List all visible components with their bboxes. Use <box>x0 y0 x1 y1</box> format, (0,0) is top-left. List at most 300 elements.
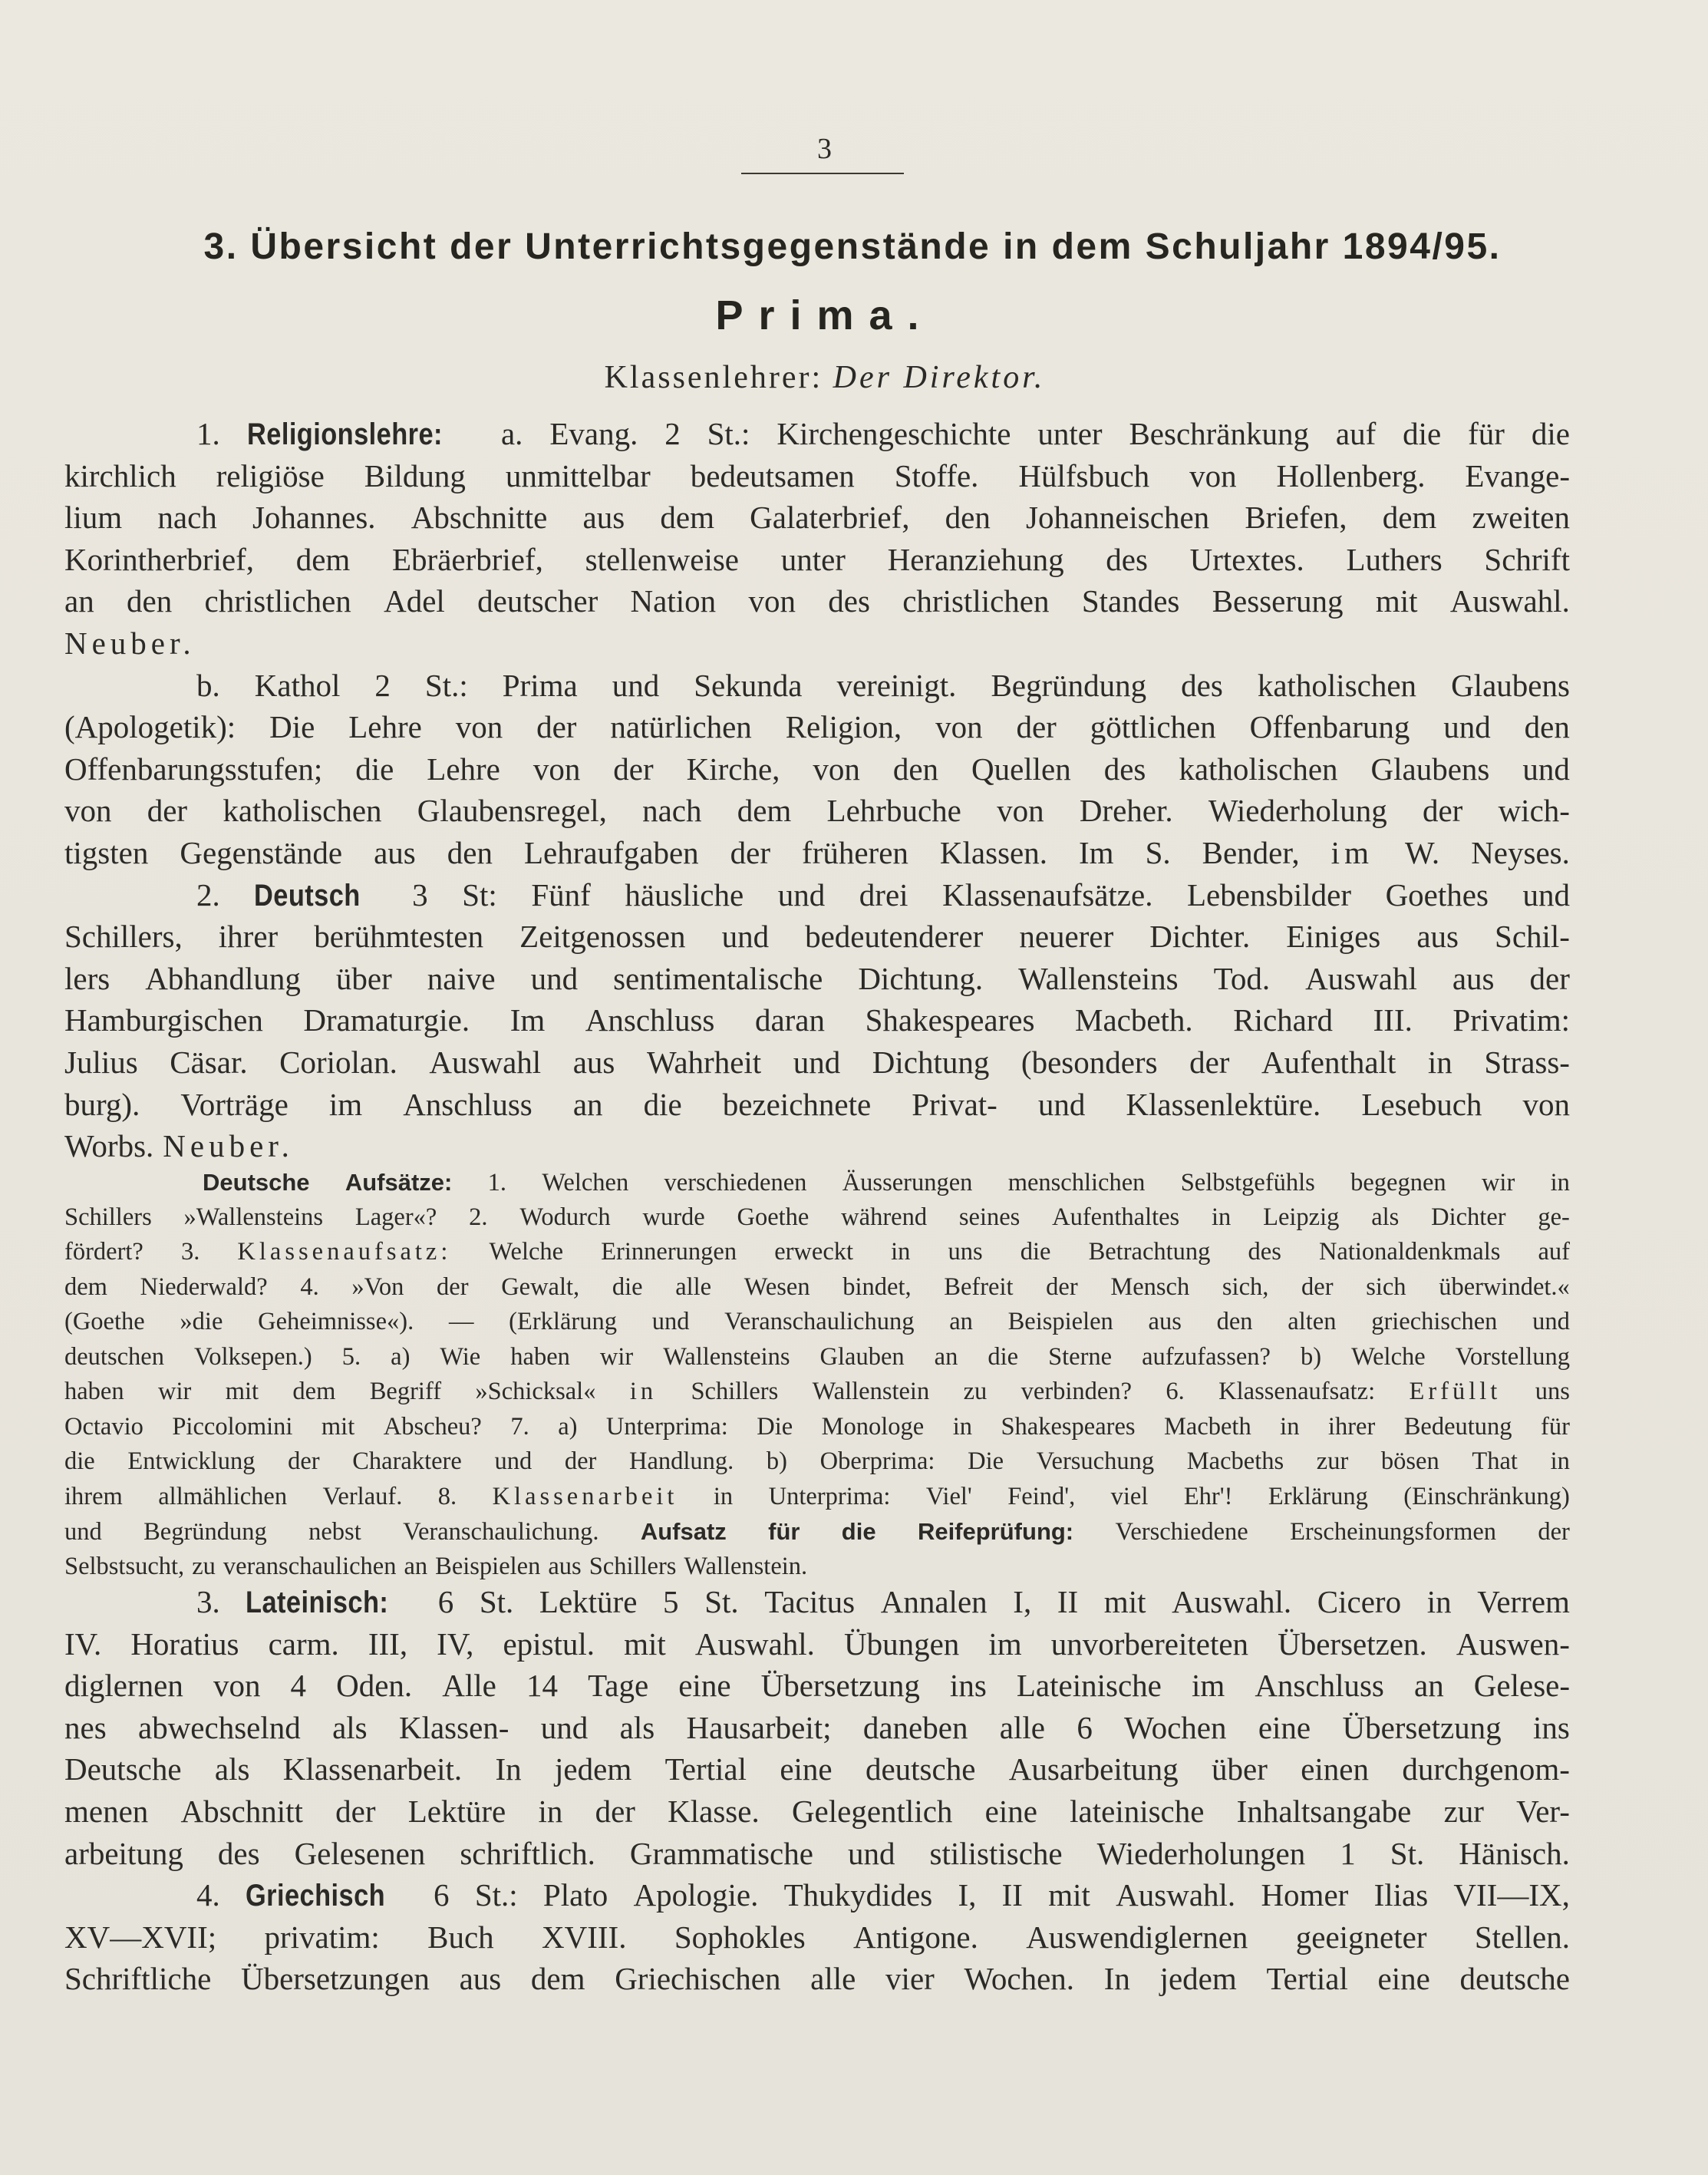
word: wir <box>157 1378 192 1405</box>
word: Lehre <box>427 751 500 787</box>
word: a) <box>391 1342 411 1371</box>
word: Auswahl <box>1305 960 1417 996</box>
word: nach <box>157 500 217 536</box>
word: a) <box>558 1412 578 1441</box>
text-line <box>64 1270 1570 1305</box>
word: der <box>1538 1518 1570 1546</box>
word: Übungen <box>844 1625 960 1662</box>
word: zu <box>963 1378 988 1405</box>
word: lium <box>64 500 123 536</box>
word: Religion, <box>785 709 902 745</box>
word: Inhaltsangabe <box>1236 1793 1412 1829</box>
word: Im <box>509 1002 546 1038</box>
word: in <box>952 1412 972 1441</box>
word: Auswahl. <box>1172 1584 1292 1619</box>
word: bindet, <box>842 1272 912 1301</box>
word: der <box>613 751 654 787</box>
text-line <box>64 1125 1570 1167</box>
word: Klassen- <box>398 1709 509 1745</box>
word: nes <box>64 1709 107 1745</box>
word: daran <box>754 1002 825 1038</box>
word: IV, <box>437 1625 474 1662</box>
word: Sophokles <box>674 1919 806 1955</box>
word: Ilias <box>1373 1877 1429 1913</box>
word: Wiederholung <box>1208 793 1387 829</box>
word: eine <box>780 1751 833 1787</box>
word: der <box>564 1447 597 1475</box>
word: Standes <box>1081 583 1180 619</box>
word: That <box>1472 1447 1518 1475</box>
word: eine <box>984 1793 1037 1829</box>
word: unvorbereiteten <box>1050 1625 1249 1662</box>
word: Übersetzungen <box>240 1961 430 1997</box>
word: zu <box>192 1552 216 1580</box>
word: Privatim: <box>1452 1002 1570 1038</box>
word: XVIII. <box>542 1919 627 1955</box>
word: Begriff <box>369 1378 442 1405</box>
word: Glauben <box>819 1342 905 1371</box>
word: aus <box>1416 919 1459 955</box>
word: tigsten <box>64 834 149 870</box>
word: b) <box>766 1447 787 1475</box>
word: Alle <box>442 1668 496 1704</box>
word: die <box>1531 416 1570 451</box>
word: und <box>1532 1308 1570 1335</box>
word: Anschluss <box>403 1086 533 1122</box>
word: Hausarbeit; <box>686 1709 832 1745</box>
word: im <box>1191 1668 1225 1704</box>
word: als <box>1371 1203 1400 1231</box>
word: für <box>768 1518 800 1545</box>
word: Shakespeares <box>1001 1412 1136 1441</box>
word: während <box>841 1203 928 1231</box>
word: Thukydides <box>783 1877 933 1913</box>
word: die <box>643 1086 682 1122</box>
word: dem <box>292 1378 336 1405</box>
word: der <box>437 1272 469 1301</box>
word: Erinnerungen <box>601 1238 737 1266</box>
word: Neuber. <box>64 625 196 661</box>
word: Klassenaufsätze. <box>942 876 1153 913</box>
word: Schillers <box>64 1203 152 1231</box>
text-line <box>64 790 1570 832</box>
word: »Wallensteins <box>183 1203 324 1231</box>
word: Die <box>269 709 315 745</box>
word: katholischen <box>223 793 382 829</box>
word: (Erklärung <box>509 1308 617 1335</box>
word: der <box>1529 960 1570 996</box>
word: dem <box>1382 500 1437 536</box>
word: Veranschaulichung. <box>403 1518 599 1546</box>
word: Plato <box>542 1877 608 1913</box>
section-title: 3. Übersicht der Unterrichtsgegenstände in dem Schuljahr 1894/95. <box>203 226 1502 267</box>
word: Veranschaulichung <box>724 1308 915 1335</box>
word: sentimentalische <box>613 960 823 996</box>
word: von <box>997 793 1044 829</box>
class-teacher-name: Der Direktor. <box>833 360 1046 395</box>
word: Klassenlektüre. <box>1126 1086 1321 1122</box>
text-line <box>64 1916 1570 1959</box>
word: im <box>1330 834 1373 870</box>
word: aus <box>548 1552 582 1580</box>
word: geeigneter <box>1295 1919 1427 1955</box>
word: Glaubens <box>1370 751 1490 787</box>
word: die <box>1403 416 1442 451</box>
word: den <box>447 834 493 870</box>
header-rule <box>741 173 904 174</box>
word: naive <box>427 960 496 996</box>
word: Gelegentlich <box>791 1793 953 1829</box>
word: Evang. <box>549 416 638 451</box>
word: Wallenstein. <box>684 1552 808 1580</box>
text-line <box>64 1790 1570 1833</box>
word: bezeichnete <box>722 1086 872 1122</box>
word: Privat- <box>912 1086 997 1122</box>
word: dem <box>295 541 351 577</box>
word: Abscheu? <box>383 1412 482 1441</box>
word: diglernen <box>64 1668 183 1704</box>
word: Im <box>1079 834 1114 870</box>
word: göttlichen <box>1090 709 1216 745</box>
word: Wie <box>440 1342 481 1371</box>
text-line <box>64 1305 1570 1340</box>
word: von <box>813 751 860 787</box>
word: des <box>828 583 870 619</box>
word: zur <box>1316 1447 1349 1475</box>
word: alten <box>1288 1308 1337 1335</box>
word: Glaubensregel, <box>417 793 607 829</box>
text-line <box>64 1041 1570 1084</box>
word: in <box>713 1482 734 1510</box>
word: Geheimnisse«). <box>258 1308 414 1335</box>
word: Gewalt, <box>501 1272 580 1301</box>
word: von <box>1189 457 1237 493</box>
word: und <box>651 1308 690 1335</box>
word: Leipzig <box>1263 1203 1340 1231</box>
word: ins <box>1533 1709 1570 1745</box>
word: Welche <box>489 1238 564 1266</box>
word: Welchen <box>542 1169 629 1196</box>
word: dem <box>737 793 792 829</box>
word: Annalen <box>880 1584 988 1619</box>
word: VII—IX, <box>1453 1877 1570 1913</box>
word: nebst <box>308 1518 361 1546</box>
word: in <box>1426 1584 1452 1619</box>
word: vier <box>885 1961 935 1997</box>
word: Schillers, <box>64 919 183 955</box>
word: die <box>64 1447 95 1475</box>
word: 1. <box>196 416 220 451</box>
word: deutschen <box>64 1342 164 1371</box>
paragraph-essay-topics <box>64 1165 1570 1584</box>
text-line <box>64 1874 1570 1916</box>
word: Wiederholungen <box>1096 1835 1306 1871</box>
word: Johannes. <box>252 500 376 536</box>
word: Homer <box>1261 1877 1349 1913</box>
word: die <box>841 1518 876 1545</box>
word: im <box>988 1625 1022 1662</box>
word: drei <box>859 876 908 913</box>
word: Prima <box>502 667 578 703</box>
text-line <box>64 1833 1570 1875</box>
word: Hülfsbuch <box>1018 457 1150 493</box>
word: Wallensteins <box>1018 960 1179 996</box>
word: von <box>748 583 796 619</box>
word: natürlichen <box>610 709 752 745</box>
word: Auswen- <box>1456 1625 1570 1662</box>
word: III, <box>368 1625 408 1662</box>
word: Versuchung <box>1036 1447 1155 1475</box>
text-line <box>64 580 1570 622</box>
word: wir <box>1481 1169 1515 1196</box>
word: der <box>1016 709 1057 745</box>
word: Beispielen <box>435 1552 541 1580</box>
word: privatim: <box>264 1919 380 1955</box>
class-title: Prima. <box>715 292 935 338</box>
word: II <box>1057 1584 1079 1619</box>
word: berühmtesten <box>314 919 484 955</box>
word: ihrer <box>1327 1412 1376 1441</box>
word: ihrer <box>218 919 279 955</box>
word: Schillers <box>691 1378 779 1405</box>
word: katholischen <box>1179 751 1338 787</box>
word: Dichtung. <box>858 960 984 996</box>
word: Schil- <box>1495 919 1570 955</box>
word: Wallenstein <box>812 1378 930 1405</box>
text-line <box>64 1340 1570 1375</box>
word: In <box>1103 1961 1130 1997</box>
word: mit <box>1375 583 1418 619</box>
word: und <box>721 919 770 955</box>
word: Wodurch <box>519 1203 611 1231</box>
word: ge- <box>1538 1203 1570 1231</box>
word: aus <box>1148 1308 1182 1335</box>
word: von <box>1522 1086 1570 1122</box>
word: 5. <box>341 1342 361 1371</box>
word: Beschränkung <box>1129 416 1310 451</box>
word: mit <box>624 1625 666 1662</box>
word: St.: <box>424 667 468 703</box>
class-teacher <box>0 359 1650 396</box>
word: Grammatische <box>629 1835 813 1871</box>
word: fördert? <box>64 1238 143 1266</box>
word: Einiges <box>1286 919 1381 955</box>
word: Klassenarbeit <box>492 1482 678 1510</box>
word: für <box>1541 1412 1570 1441</box>
word: carm. <box>268 1625 339 1662</box>
word: 2 <box>664 416 681 451</box>
word: von <box>533 751 581 787</box>
word: der <box>730 834 771 870</box>
word: Welche <box>1351 1342 1426 1371</box>
word: Reifeprüfung: <box>917 1518 1074 1545</box>
word: Vorträge <box>180 1086 289 1122</box>
word: den <box>127 583 173 619</box>
word: ihrem <box>64 1482 123 1510</box>
word: christlichen <box>902 583 1050 619</box>
word: wich- <box>1498 793 1570 829</box>
word: eine <box>1258 1709 1311 1745</box>
word: und <box>777 876 826 913</box>
word: Klassenaufsatz: <box>1218 1378 1376 1405</box>
word: Monologe <box>821 1412 925 1441</box>
word: Cicero <box>1317 1584 1402 1619</box>
word: dem <box>64 1272 107 1301</box>
word: »Schicksal« <box>475 1378 596 1405</box>
word: Goethe <box>737 1203 809 1231</box>
word: der <box>335 1793 376 1829</box>
word: früheren <box>802 834 908 870</box>
word: der <box>595 1793 635 1829</box>
word: Erklärung <box>1268 1482 1368 1510</box>
word: in <box>891 1238 911 1266</box>
word: den <box>1216 1308 1253 1335</box>
word: deutsche <box>1459 1961 1570 1997</box>
word: allmählichen <box>158 1482 288 1510</box>
word: Vorstellung <box>1455 1342 1570 1371</box>
word: Hollenberg. <box>1276 457 1426 493</box>
word: bedeutenderer <box>805 919 984 955</box>
word: Auswendiglernen <box>1026 1919 1248 1955</box>
word: Handlung. <box>628 1447 734 1475</box>
word: mit <box>225 1378 259 1405</box>
word: St. <box>1390 1835 1425 1871</box>
word: Die <box>968 1447 1004 1475</box>
word: Klassenaufsatz: <box>237 1238 452 1266</box>
text-line <box>64 1235 1570 1270</box>
word: Lateinisch: <box>246 1586 389 1619</box>
word: in <box>1550 1447 1570 1475</box>
word: Beispielen <box>1007 1308 1113 1335</box>
word: Ausarbeitung <box>1008 1751 1179 1787</box>
word: Johanneischen <box>1026 500 1210 536</box>
word: mit <box>321 1412 355 1441</box>
word: I, <box>958 1877 977 1913</box>
word: Gegenstände <box>180 834 343 870</box>
word: Nation <box>630 583 717 619</box>
word: über <box>1212 1751 1268 1787</box>
word: Galaterbrief, <box>750 500 910 536</box>
word: Volksepen.) <box>193 1342 312 1371</box>
word: Klassen. <box>939 834 1047 870</box>
text-line <box>64 1410 1570 1445</box>
word: dem <box>530 1961 585 1997</box>
word: Erscheinungsformen <box>1290 1518 1497 1546</box>
word: IV. <box>64 1625 102 1662</box>
word: und <box>1037 1086 1086 1122</box>
word: Oberprima: <box>819 1447 935 1475</box>
word: 6. <box>1166 1378 1185 1405</box>
word: Wahrheit <box>646 1044 762 1080</box>
word: der <box>1189 1044 1230 1080</box>
word: aus <box>459 1961 502 1997</box>
word: Anschluss <box>1255 1668 1384 1704</box>
word: 7. <box>510 1412 529 1441</box>
word: Selbstsucht, <box>64 1552 185 1580</box>
word: aus <box>374 834 416 870</box>
word: Begründung <box>991 667 1147 703</box>
text-line <box>64 999 1570 1041</box>
word: III. <box>1373 1002 1413 1038</box>
text-line <box>64 1165 1570 1200</box>
word: Oden. <box>336 1668 413 1704</box>
word: jedem <box>1159 1961 1237 1997</box>
word: In <box>495 1751 522 1787</box>
text-line <box>64 1581 1570 1623</box>
word: Wesen <box>744 1272 810 1301</box>
word: in <box>1427 1044 1452 1080</box>
word: verbinden? <box>1021 1378 1133 1405</box>
word: epistul. <box>503 1625 595 1662</box>
word: des <box>1248 1238 1281 1266</box>
text-line <box>64 748 1570 790</box>
word: bösen <box>1380 1447 1439 1475</box>
text-line <box>64 455 1570 497</box>
word: St.: <box>707 416 750 451</box>
word: (Apologetik): <box>64 709 236 745</box>
word: in <box>629 1378 658 1405</box>
text-line <box>64 539 1570 581</box>
word: St. <box>704 1584 739 1619</box>
word: Bildung <box>364 457 466 493</box>
word: Glaubens <box>1451 667 1570 703</box>
word: Besserung <box>1212 583 1344 619</box>
word: neuerer <box>1019 919 1114 955</box>
word: Offenbarung <box>1249 709 1410 745</box>
word: haben <box>510 1342 570 1371</box>
word: 14 <box>526 1668 558 1704</box>
word: abwechselnd <box>138 1709 301 1745</box>
word: und <box>793 1044 841 1080</box>
text-line <box>64 497 1570 539</box>
word: uns <box>1535 1378 1570 1405</box>
word: Tod. <box>1213 960 1271 996</box>
word: Luthers <box>1346 541 1443 577</box>
word: und <box>1522 751 1570 787</box>
word: S. <box>1145 834 1171 870</box>
word: wir <box>599 1342 634 1371</box>
word: menschlichen <box>1007 1169 1146 1196</box>
word: Adel <box>384 583 445 619</box>
word: Apologie. <box>633 1877 759 1913</box>
word: Stoffe. <box>894 457 979 493</box>
word: den <box>892 751 939 787</box>
word: an <box>572 1086 603 1122</box>
word: Niederwald? <box>140 1272 268 1301</box>
word: begegnen <box>1350 1169 1446 1196</box>
word: jedem <box>555 1751 632 1787</box>
text-line <box>64 1550 1570 1585</box>
word: der <box>1301 1272 1334 1301</box>
word: an <box>934 1342 958 1371</box>
word: in <box>538 1793 563 1829</box>
word: Coriolan. <box>279 1044 397 1080</box>
word: Abschnitte <box>411 500 548 536</box>
word: Aufsatz <box>640 1518 727 1545</box>
word: verschiedenen <box>664 1169 807 1196</box>
word: des <box>1106 541 1148 577</box>
word: Mensch <box>1110 1272 1190 1301</box>
word: an <box>64 583 94 619</box>
word: Briefen, <box>1245 500 1347 536</box>
word: Tertial <box>664 1751 747 1787</box>
word: 4. <box>196 1877 220 1913</box>
word: einen <box>1301 1751 1369 1787</box>
word: Neuber. <box>163 1128 294 1164</box>
word: 1. <box>487 1169 507 1196</box>
word: Abhandlung <box>145 960 301 996</box>
word: unter <box>780 541 846 577</box>
